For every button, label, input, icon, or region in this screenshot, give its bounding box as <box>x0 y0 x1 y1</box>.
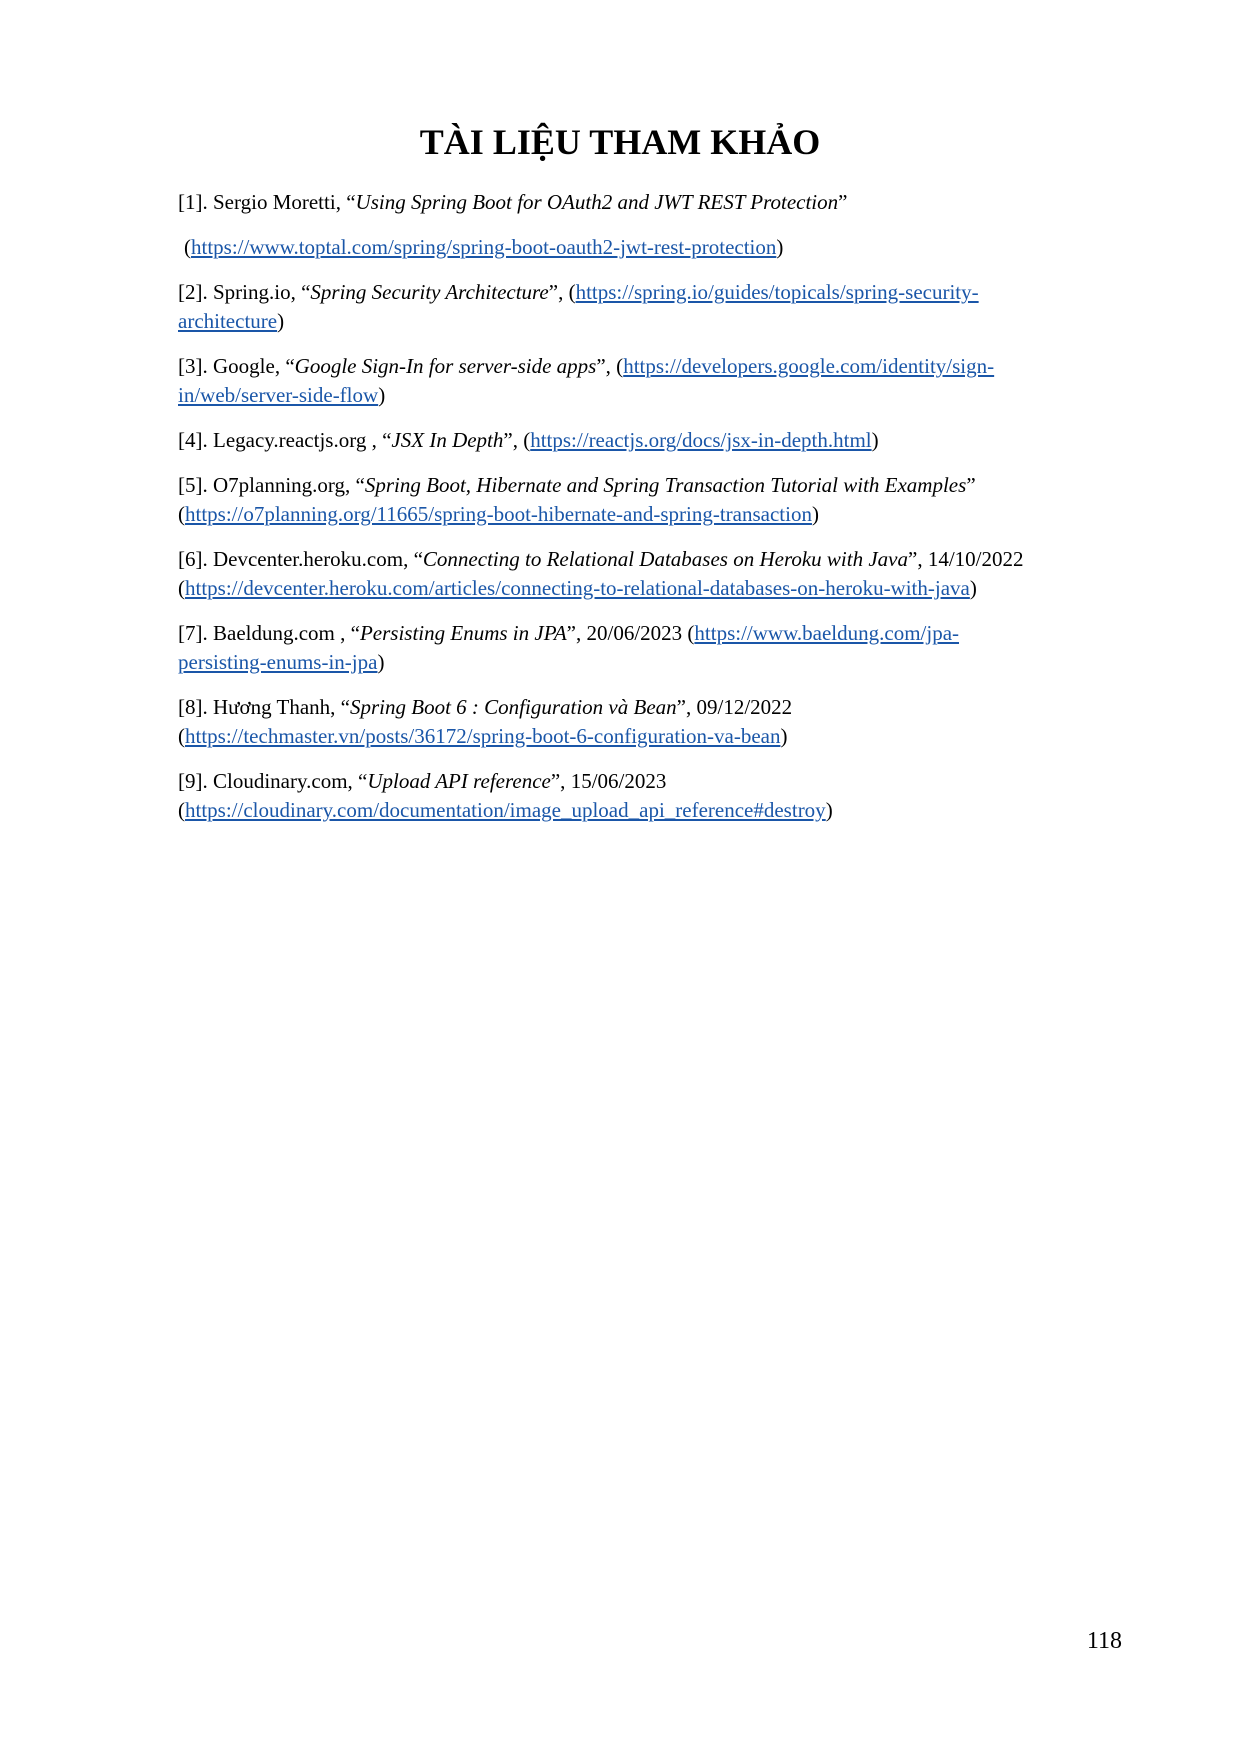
reference-item-6 <box>178 545 1118 603</box>
reference-author: O7planning.org, <box>213 473 356 497</box>
reference-list <box>178 188 1118 841</box>
reference-line: [6]. Devcenter.heroku.com, “Connecting to Relational Databases on Heroku with Java”, 14/10/2022 <box>178 547 1024 571</box>
reference-number: [3]. <box>178 354 208 378</box>
reference-number: [5]. <box>178 473 208 497</box>
reference-link[interactable]: https://developers.google.com/identity/sign- <box>623 354 995 378</box>
reference-link-continued[interactable]: persisting-enums-in-jpa <box>178 650 378 674</box>
reference-item-7 <box>178 619 1118 677</box>
reference-title: Persisting Enums in JPA <box>359 621 567 645</box>
reference-author: Legacy.reactjs.org , <box>213 428 383 452</box>
reference-author: Google, <box>213 354 286 378</box>
reference-item-8 <box>178 693 1118 751</box>
reference-number: [8]. <box>178 695 208 719</box>
reference-line: (https://cloudinary.com/documentation/image_upload_api_reference#destroy) <box>178 798 833 822</box>
page-title: TÀI LIỆU THAM KHẢO <box>419 122 821 162</box>
reference-line: (https://devcenter.heroku.com/articles/connecting-to-relational-databases-on-heroku-with-java) <box>178 576 977 600</box>
reference-line: [4]. Legacy.reactjs.org , “JSX In Depth”, (https://reactjs.org/docs/jsx-in-depth.html) <box>178 428 879 452</box>
reference-item-4 <box>178 426 1118 455</box>
page-number: 118 <box>1086 1628 1122 1654</box>
reference-number: [9]. <box>178 769 208 793</box>
reference-line: (https://o7planning.org/11665/spring-boot-hibernate-and-spring-transaction) <box>178 502 819 526</box>
reference-link[interactable]: https://spring.io/guides/topicals/spring-security- <box>575 280 979 304</box>
reference-line: [3]. Google, “Google Sign-In for server-side apps”, (https://developers.google.com/identity/sign- <box>178 354 995 378</box>
reference-item-5 <box>178 471 1118 529</box>
reference-link-continued[interactable]: architecture <box>178 309 278 333</box>
reference-line: [1]. Sergio Moretti, “Using Spring Boot for OAuth2 and JWT REST Protection” <box>178 190 848 214</box>
reference-line: (https://www.toptal.com/spring/spring-boot-oauth2-jwt-rest-protection) <box>184 235 784 259</box>
reference-link[interactable]: https://techmaster.vn/posts/36172/spring-boot-6-configuration-va-bean <box>185 724 781 748</box>
reference-line: [5]. O7planning.org, “Spring Boot, Hibernate and Spring Transaction Tutorial with Examples” <box>178 473 976 497</box>
reference-link[interactable]: https://o7planning.org/11665/spring-boot-hibernate-and-spring-transaction <box>185 502 812 526</box>
reference-line: [7]. Baeldung.com , “Persisting Enums in JPA”, 20/06/2023 (https://www.baeldung.com/jpa- <box>178 621 960 645</box>
reference-author: Cloudinary.com, <box>213 769 359 793</box>
reference-number: [1]. <box>178 190 208 214</box>
reference-date: 09/12/2022 <box>696 695 793 719</box>
reference-number: [2]. <box>178 280 208 304</box>
reference-number: [6]. <box>178 547 208 571</box>
reference-number: [7]. <box>178 621 208 645</box>
reference-title: JSX In Depth <box>391 428 504 452</box>
reference-line: (https://techmaster.vn/posts/36172/spring-boot-6-configuration-va-bean) <box>178 724 788 748</box>
reference-title: Google Sign-In for server-side apps <box>294 354 597 378</box>
reference-line: in/web/server-side-flow) <box>178 383 386 407</box>
reference-line: [8]. Hương Thanh, “Spring Boot 6 : Configuration và Bean”, 09/12/2022 <box>178 695 793 719</box>
reference-author: Hương Thanh, <box>213 695 341 719</box>
reference-author: Baeldung.com , <box>213 621 351 645</box>
reference-line: [9]. Cloudinary.com, “Upload API reference”, 15/06/2023 <box>178 769 667 793</box>
reference-title: Spring Boot, Hibernate and Spring Transaction Tutorial with Examples <box>364 473 967 497</box>
reference-link[interactable]: https://devcenter.heroku.com/articles/connecting-to-relational-databases-on-heroku-with-java <box>185 576 970 600</box>
reference-link[interactable]: https://www.baeldung.com/jpa- <box>694 621 960 645</box>
reference-line: architecture) <box>178 309 285 333</box>
reference-author: Devcenter.heroku.com, <box>213 547 414 571</box>
reference-title: Spring Security Architecture <box>310 280 549 304</box>
reference-item-1 <box>178 188 1118 262</box>
reference-link[interactable]: https://reactjs.org/docs/jsx-in-depth.html <box>530 428 872 452</box>
reference-item-2 <box>178 278 1118 336</box>
reference-date: 14/10/2022 <box>927 547 1024 571</box>
reference-title: Upload API reference <box>367 769 551 793</box>
reference-title: Spring Boot 6 : Configuration và Bean <box>350 695 677 719</box>
reference-line: persisting-enums-in-jpa) <box>178 650 385 674</box>
reference-title: Using Spring Boot for OAuth2 and JWT REST Protection <box>355 190 839 214</box>
reference-author: Sergio Moretti, <box>213 190 347 214</box>
reference-link[interactable]: https://cloudinary.com/documentation/image_upload_api_reference#destroy <box>185 798 826 822</box>
reference-item-3 <box>178 352 1118 410</box>
reference-number: [4]. <box>178 428 208 452</box>
reference-date: 15/06/2023 <box>570 769 667 793</box>
reference-date: 20/06/2023 <box>586 621 683 645</box>
reference-title: Connecting to Relational Databases on Heroku with Java <box>422 547 908 571</box>
reference-link[interactable]: https://www.toptal.com/spring/spring-boot-oauth2-jwt-rest-protection <box>191 235 777 259</box>
reference-author: Spring.io, <box>213 280 302 304</box>
reference-item-9 <box>178 767 1118 825</box>
reference-line: [2]. Spring.io, “Spring Security Architecture”, (https://spring.io/guides/topicals/spring-security- <box>178 280 979 304</box>
reference-link-continued[interactable]: in/web/server-side-flow <box>178 383 379 407</box>
